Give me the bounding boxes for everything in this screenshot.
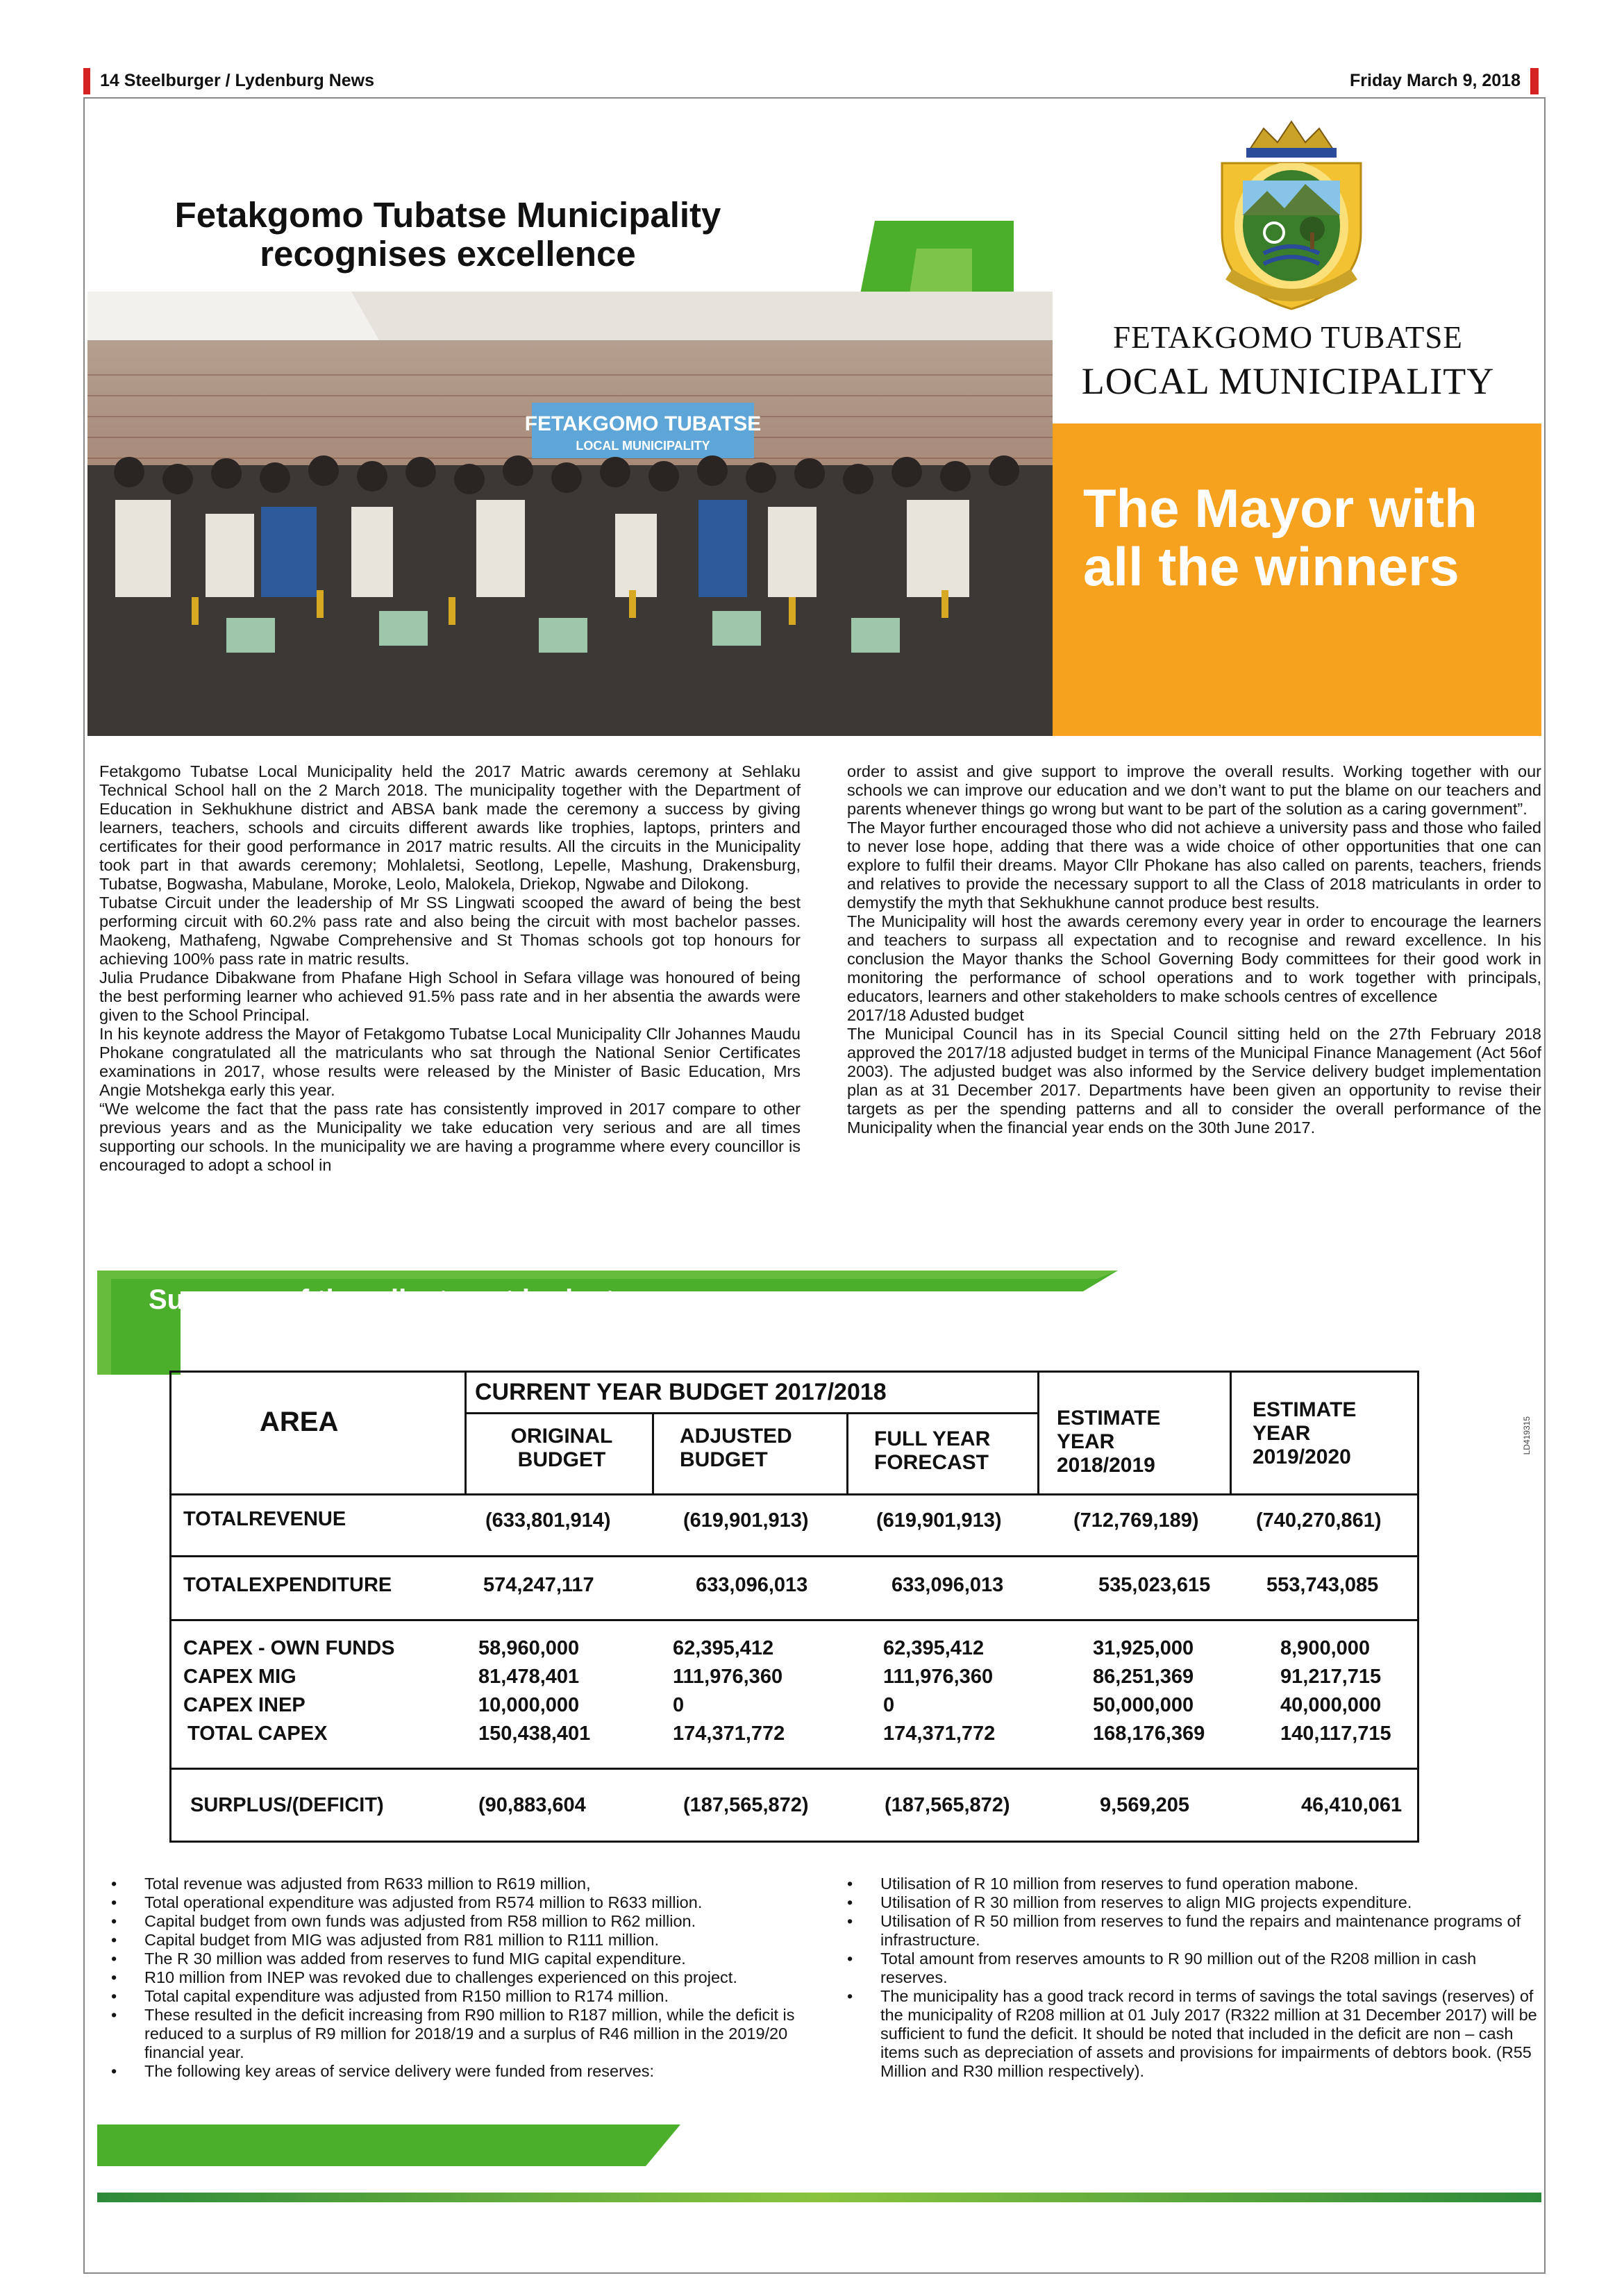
list-item: • Utilisation of R 30 million from reserves to align MIG projects expenditure.: [847, 1893, 1412, 1911]
row-label: SURPLUS/(DEFICIT): [190, 1794, 384, 1816]
bullet-dot: •: [111, 1893, 117, 1911]
bullet-dot: •: [847, 1893, 853, 1911]
cell-value: 168,176,369: [1093, 1723, 1205, 1745]
bullet-dot: •: [847, 1875, 853, 1893]
cell-value: 0: [883, 1694, 895, 1716]
award-ceremony-photo: [87, 292, 1053, 736]
cell-value: 111,976,360: [883, 1666, 994, 1688]
article-paragraph: “We welcome the fact that the pass rate has consistently improved in 2017 compare to other previous years and as the Municipality we take education very serious and are all times supporting our schools. In the municipality we are having a programme where every councillor is encouraged to adopt a school in: [99, 1100, 801, 1174]
header-publication: 14 Steelburger / Lydenburg News: [100, 71, 375, 90]
cell-value: 40,000,000: [1280, 1694, 1382, 1716]
article-paragraph: The Mayor further encouraged those who did not achieve a university pass and those who failed to never lose hope, adding that there was a wide choice of other opportunities that one can explore to fulfil their dreams. Mayor Cllr Phokane has also called on parents, teachers, friends and relatives to provide the necessary support to all the Class of 2018 matriculants in order to demystify the myth that Sekhukhune cannot produce best results.: [847, 819, 1541, 912]
cell-value: 50,000,000: [1093, 1694, 1194, 1716]
list-item: • R10 million from INEP was revoked due to challenges experienced on this project.: [111, 1968, 737, 1986]
list-item: • Utilisation of R 50 million from reserves to fund the repairs and maintenance programs of infrastructure.: [847, 1912, 1521, 1949]
cell-value: 10,000,000: [478, 1694, 580, 1716]
bottom-green-wedge: [97, 2125, 680, 2166]
bullet-list-left: [111, 1875, 819, 2081]
cell-value: (619,901,913): [876, 1509, 1002, 1532]
cell-value: 62,395,412: [883, 1637, 985, 1659]
header-date: Friday March 9, 2018: [1350, 71, 1521, 90]
cell-value: 174,371,772: [673, 1723, 785, 1745]
municipal-coat-of-arms-icon: [1208, 115, 1375, 316]
municipality-name: [1062, 319, 1514, 403]
header-left-marker: [83, 68, 90, 94]
header-estimate-2019: ESTIMATE YEAR 2019/2020: [1253, 1398, 1357, 1468]
header-current-year: CURRENT YEAR BUDGET 2017/2018: [475, 1379, 887, 1405]
cell-value: 46,410,061: [1301, 1794, 1403, 1816]
cell-value: (712,769,189): [1073, 1509, 1199, 1532]
header-full-year-forecast: FULL YEAR FORECAST: [874, 1427, 991, 1474]
cell-value: 174,371,772: [883, 1723, 996, 1745]
caption-line-2: all the winners: [1083, 536, 1459, 597]
photo-sign-line-2: LOCAL MUNICIPALITY: [576, 439, 710, 453]
group-photo-illustration: [87, 292, 1053, 736]
row-label: CAPEX - OWN FUNDS: [183, 1637, 395, 1659]
cell-value: 86,251,369: [1093, 1666, 1194, 1688]
list-item: • Capital budget from own funds was adjusted from R58 million to R62 million.: [111, 1912, 696, 1930]
list-item: • The following key areas of service delivery were funded from reserves:: [111, 2062, 655, 2080]
caption-box-text: [1083, 479, 1527, 596]
municipality-name-line-2: LOCAL MUNICIPALITY: [1081, 360, 1495, 402]
list-item: • Capital budget from MIG was adjusted from R81 million to R111 million.: [111, 1931, 659, 1949]
header-adjusted-budget: ADJUSTED BUDGET: [680, 1425, 792, 1471]
budget-table: [169, 1371, 1419, 1843]
cell-value: 8,900,000: [1280, 1637, 1371, 1659]
article-paragraph: order to assist and give support to improve the overall results. Working together with our schools we can improve our education and we don’t want to put the blame on our teachers and parents whenever things go wrong but want to be part of the solution as a caring government”.: [847, 762, 1541, 818]
bullet-dot: •: [111, 2006, 117, 2024]
photo-sign-line-1: FETAKGOMO TUBATSE: [524, 412, 762, 435]
headline-line-1: Fetakgomo Tubatse Municipality: [174, 195, 721, 235]
bullet-dot: •: [111, 1950, 117, 1968]
cell-value: 535,023,615: [1098, 1574, 1211, 1596]
bullet-dot: •: [847, 1912, 853, 1930]
table-divider: [846, 1412, 848, 1495]
cell-value: 0: [673, 1694, 685, 1716]
headline: [104, 196, 792, 274]
row-label: TOTAL CAPEX: [187, 1723, 328, 1745]
cell-value: (619,901,913): [683, 1509, 809, 1532]
cell-value: 574,247,117: [483, 1574, 594, 1596]
article-paragraph: Julia Prudance Dibakwane from Phafane High School in Sefara village was honoured of being the best performing learner who achieved 91.5% pass rate and in her absentia the awards were given to the School Principal.: [99, 969, 801, 1024]
bullet-dot: •: [847, 1950, 853, 1968]
cell-value: (187,565,872): [683, 1794, 809, 1816]
list-item: • The R 30 million was added from reserves to fund MIG capital expenditure.: [111, 1950, 686, 1968]
table-divider: [652, 1412, 654, 1495]
cell-value: 553,743,085: [1266, 1574, 1379, 1596]
cell-value: 81,478,401: [478, 1666, 580, 1688]
page-header: [83, 68, 1539, 94]
budget-banner-title: Summary of the adjustment budget: [149, 1284, 615, 1315]
crowd-silhouettes: [87, 455, 1053, 736]
bullet-dot: •: [111, 1912, 117, 1930]
table-divider: [464, 1412, 1037, 1414]
list-item: • Total amount from reserves amounts to R 90 million out of the R208 million in cash reserves.: [847, 1950, 1477, 1986]
cell-value: 633,096,013: [696, 1574, 808, 1596]
cell-value: 140,117,715: [1280, 1723, 1391, 1745]
row-label: CAPEX MIG: [183, 1666, 296, 1688]
article-column-left: [99, 762, 801, 1175]
cell-value: 633,096,013: [891, 1574, 1004, 1596]
table-body-box: [169, 1495, 1419, 1843]
list-item: • Total operational expenditure was adjusted from R574 million to R633 million.: [111, 1893, 703, 1911]
list-item: • Total capital expenditure was adjusted from R150 million to R174 million.: [111, 1987, 669, 2005]
list-item: • Total revenue was adjusted from R633 million to R619 million,: [111, 1875, 591, 1893]
cell-value: 91,217,715: [1280, 1666, 1382, 1688]
table-divider: [1230, 1371, 1232, 1495]
cell-value: 31,925,000: [1093, 1637, 1194, 1659]
article-paragraph: The Municipal Council has in its Special Council sitting held on the 27th February 2018 approved the 2017/18 adjusted budget in terms of the Municipal Finance Management (Act 56of 2003). The adjusted budget was also informed by the Service delivery budget implementation plan as at 31 December 2017. Departments have been given an opportunity to revise their targets as per the spending patterns and all to consider the overall performance of the Municipality when the financial year ends on the 30th June 2017.: [847, 1025, 1541, 1137]
table-divider: [169, 1619, 1419, 1621]
header-original-budget: ORIGINAL BUDGET: [510, 1425, 613, 1471]
cell-value: (90,883,604: [478, 1794, 586, 1816]
bullet-list-right: [847, 1875, 1541, 2081]
row-label: TOTALREVENUE: [183, 1508, 346, 1530]
bottom-gradient-stripe: [97, 2193, 1541, 2202]
table-divider: [169, 1555, 1419, 1557]
ad-reference-code: LD419315: [1522, 1416, 1532, 1455]
bullet-dot: •: [111, 1875, 117, 1893]
bullet-dot: •: [111, 1987, 117, 2005]
article-paragraph: Tubatse Circuit under the leadership of Mr SS Lingwati scooped the award of being the best performing circuit with 60.2% pass rate and also being the circuit with most bachelor passes. Maokeng, Mathafeng, Ngwabe Comprehensive and St Thomas schools got top honours for achieving 100% pass rate in matric results.: [99, 894, 801, 968]
bullet-dot: •: [111, 2062, 117, 2080]
cell-value: (187,565,872): [885, 1794, 1010, 1816]
list-item: • The municipality has a good track record in terms of savings the total savings (reserves) of the municipality of R208 million at 01 July 2017 (R322 million at 31 December 2017) will be sufficient to fund the deficit. It should be noted that included in the deficit are non – cash items such as depreciation of assets and provisions for impairments of debtors book. (R55 Million and R30 million respectively).: [847, 1987, 1537, 2080]
header-right-marker: [1530, 68, 1539, 94]
bullet-dot: •: [111, 1931, 117, 1949]
article-paragraph: Fetakgomo Tubatse Local Municipality held the 2017 Matric awards ceremony at Sehlaku Technical School hall on the 2 March 2018. The municipality together with the Department of Education in Sekhukhune district and ABSA bank made the ceremony a success by giving learners, teachers, schools and circuits different awards like trophies, laptops, printers and certificates for their good performance in 2017 matric results. All the circuits in the Municipality took part in that awards ceremony; Mohlaletsi, Seotlong, Lepelle, Mashung, Drakensburg, Tubatse, Bogwasha, Mabulane, Moroke, Leolo, Malokela, Driekop, Ngwabe and Dilokong.: [99, 762, 801, 893]
cell-value: 9,569,205: [1100, 1794, 1190, 1816]
article-paragraph: In his keynote address the Mayor of Fetakgomo Tubatse Local Municipality Cllr Johannes Maudu Phokane congratulated all the matriculants who sat through the National Senior Certificates examinations in 2017, whose results were released by the Minister of Basic Education, Mrs Angie Motshekga early this year.: [99, 1025, 801, 1099]
cell-value: (633,801,914): [485, 1509, 611, 1532]
bullet-dot: •: [847, 1987, 853, 2005]
cell-value: 58,960,000: [478, 1637, 580, 1659]
cell-value: (740,270,861): [1256, 1509, 1382, 1532]
bullet-dot: •: [111, 1968, 117, 1986]
table-divider: [169, 1768, 1419, 1770]
list-item: • These resulted in the deficit increasing from R90 million to R187 million, while the deficit is reduced to a surplus of R9 million for 2018/19 and a surplus of R46 million in the 2019/20 financial year.: [111, 2006, 795, 2061]
row-label: CAPEX INEP: [183, 1694, 305, 1716]
list-item: • Utilisation of R 10 million from reserves to fund operation mabone.: [847, 1875, 1359, 1893]
municipality-name-line-1: FETAKGOMO TUBATSE: [1113, 320, 1463, 355]
caption-line-1: The Mayor with: [1083, 478, 1477, 539]
table-divider: [464, 1371, 467, 1495]
article-paragraph: The Municipality will host the awards ceremony every year in order to encourage the learners and teachers to surpass all expectation and to recognise and reward excellence. In his conclusion the Mayor thanks the School Governing Body committees for their good work in monitoring the performance of school operations and to work together with principals, educators, learners and other stakeholders to make schools centres of excellence: [847, 912, 1541, 1005]
cell-value: 150,438,401: [478, 1723, 591, 1745]
headline-line-2: recognises excellence: [260, 234, 636, 274]
cell-value: 111,976,360: [673, 1666, 783, 1688]
cell-value: 62,395,412: [673, 1637, 774, 1659]
article-subheading: 2017/18 Adusted budget: [847, 1006, 1024, 1024]
table-divider: [1037, 1371, 1039, 1495]
header-area: AREA: [260, 1407, 339, 1437]
header-estimate-2018: ESTIMATE YEAR 2018/2019: [1057, 1407, 1161, 1477]
row-label: TOTALEXPENDITURE: [183, 1574, 392, 1596]
article-column-right: [847, 762, 1541, 1137]
